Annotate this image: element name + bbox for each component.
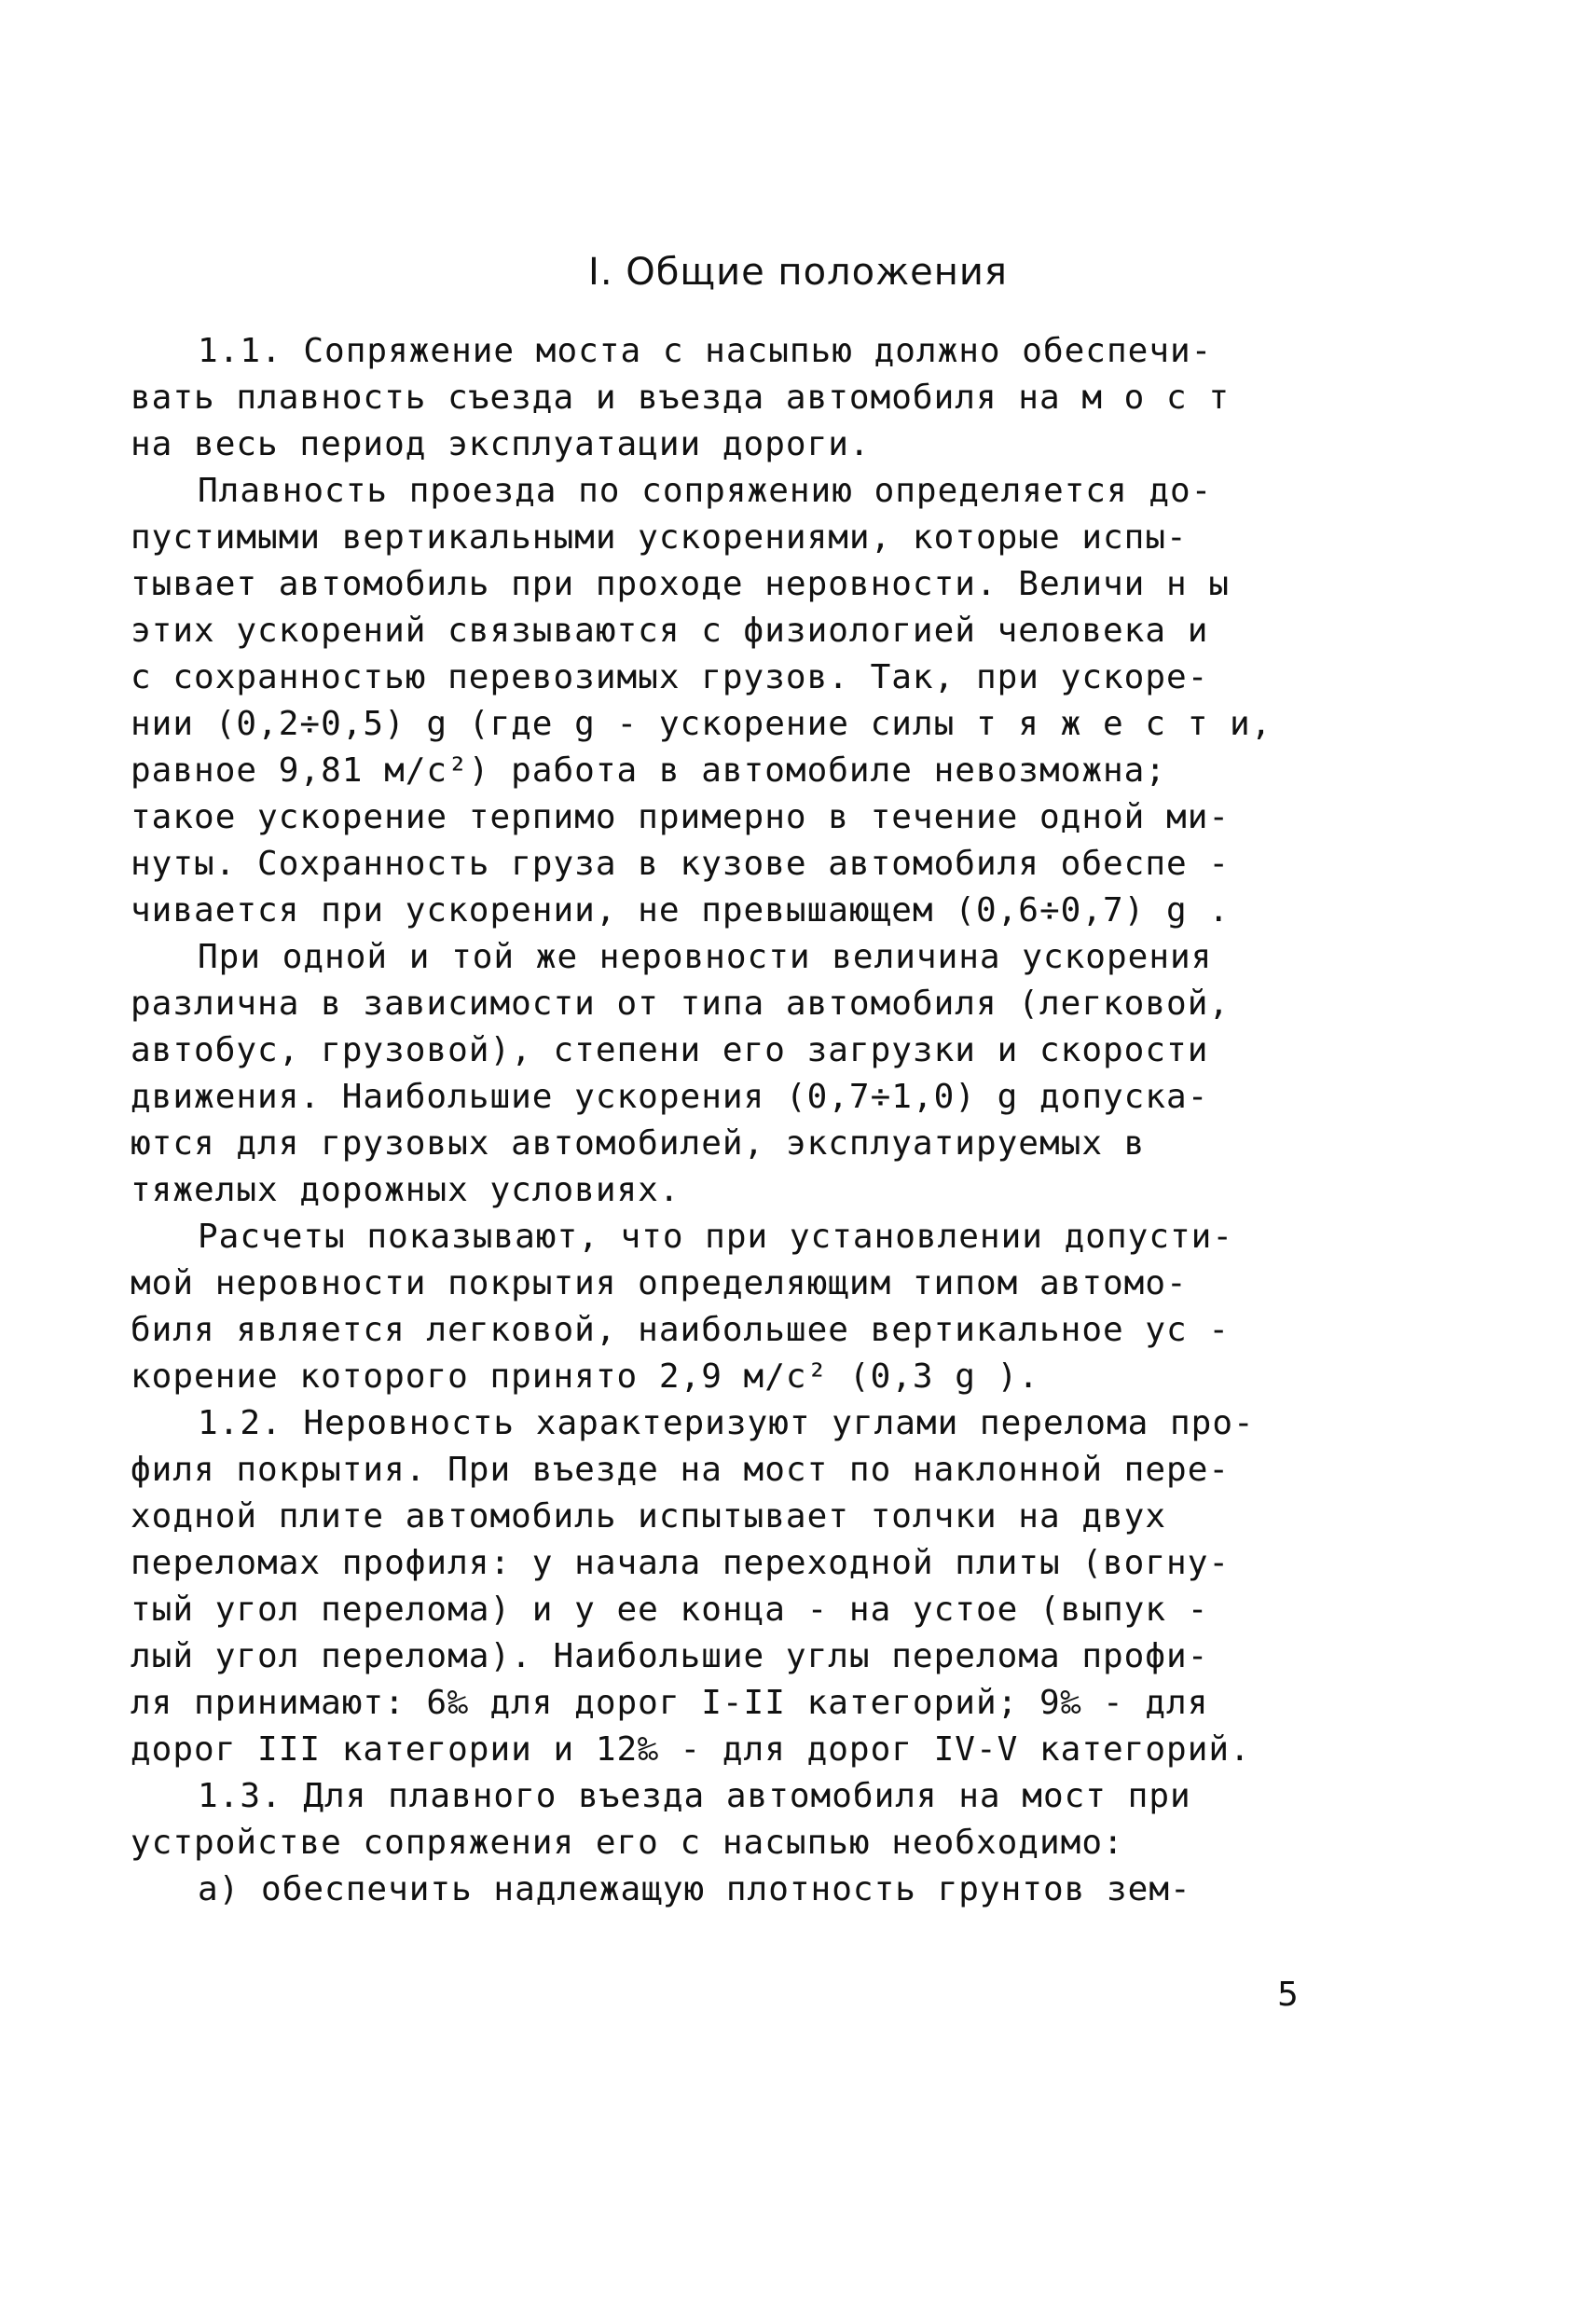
text-line: переломах профиля: у начала переходной плиты (вогну- bbox=[131, 1544, 1231, 1582]
text-line: нии (0,2÷0,5) g (где g - ускорение силы т я ж е с т и, bbox=[131, 705, 1273, 743]
text-line: движения. Наибольшие ускорения (0,7÷1,0) g допуска- bbox=[131, 1078, 1209, 1116]
text-line: Расчеты показывают, что при установлении допусти- bbox=[198, 1218, 1234, 1256]
text-line: филя покрытия. При въезде на мост по наклонной пере- bbox=[131, 1451, 1231, 1489]
text-line: тывает автомобиль при проходе неровности. Величи н ы bbox=[131, 565, 1231, 603]
text-line: такое ускорение терпимо примерно в течение одной ми- bbox=[131, 798, 1231, 836]
text-line: пустимыми вертикальными ускорениями, которые испы- bbox=[131, 518, 1188, 557]
text-line: вать плавность съезда и въезда автомобиля на м о с т bbox=[131, 379, 1231, 417]
text-line: нуты. Сохранность груза в кузове автомобиля обеспе - bbox=[131, 845, 1231, 883]
section-heading: I. Общие положения bbox=[588, 251, 1008, 294]
text-line: устройстве сопряжения его с насыпью необходимо: bbox=[131, 1824, 1124, 1862]
text-line: на весь период эксплуатации дороги. bbox=[131, 425, 871, 463]
text-line: ля принимают: 6‰ для дорог I-II категорий; 9‰ - для bbox=[131, 1684, 1209, 1722]
text-line: тый угол перелома) и у ее конца - на устое (выпук - bbox=[131, 1591, 1209, 1629]
text-line: тяжелых дорожных условиях. bbox=[131, 1171, 681, 1209]
text-line: различна в зависимости от типа автомобиля (легковой, bbox=[131, 985, 1231, 1023]
text-line: биля является легковой, наибольшее вертикальное ус - bbox=[131, 1311, 1231, 1349]
text-line: корение которого принято 2,9 м/с² (0,3 g ). bbox=[131, 1357, 1039, 1396]
text-line: лый угол перелома). Наибольшие углы перелома профи- bbox=[131, 1637, 1209, 1675]
text-line: ются для грузовых автомобилей, эксплуатируемых в bbox=[131, 1124, 1146, 1163]
text-line: а) обеспечить надлежащую плотность грунтов зем- bbox=[198, 1870, 1191, 1908]
text-line: дорог III категории и 12‰ - для дорог IV-V категорий. bbox=[131, 1730, 1251, 1769]
text-line: ходной плите автомобиль испытывает толчки на двух bbox=[131, 1497, 1167, 1536]
text-line: этих ускорений связываются с физиологией человека и bbox=[131, 612, 1209, 650]
text-line: 1.2. Неровность характеризуют углами перелома про- bbox=[198, 1404, 1255, 1442]
text-line: 1.3. Для плавного въезда автомобиля на мост при bbox=[198, 1777, 1191, 1815]
text-line: с сохранностью перевозимых грузов. Так, при ускоре- bbox=[131, 658, 1209, 696]
body-text bbox=[131, 328, 1333, 1913]
text-line: Плавность проезда по сопряжению определяется до- bbox=[198, 472, 1213, 510]
text-line: автобус, грузовой), степени его загрузки и скорости bbox=[131, 1031, 1209, 1069]
text-line: мой неровности покрытия определяющим типом автомо- bbox=[131, 1264, 1188, 1302]
text-line: равное 9,81 м/с²) работа в автомобиле невозможна; bbox=[131, 751, 1167, 790]
text-line: При одной и той же неровности величина ускорения bbox=[198, 938, 1213, 976]
text-line: чивается при ускорении, не превышающем (0,6÷0,7) g . bbox=[131, 891, 1231, 930]
text-line: 1.1. Сопряжение моста с насыпью должно обеспечи- bbox=[198, 332, 1213, 370]
page-number: 5 bbox=[1277, 1976, 1299, 2014]
